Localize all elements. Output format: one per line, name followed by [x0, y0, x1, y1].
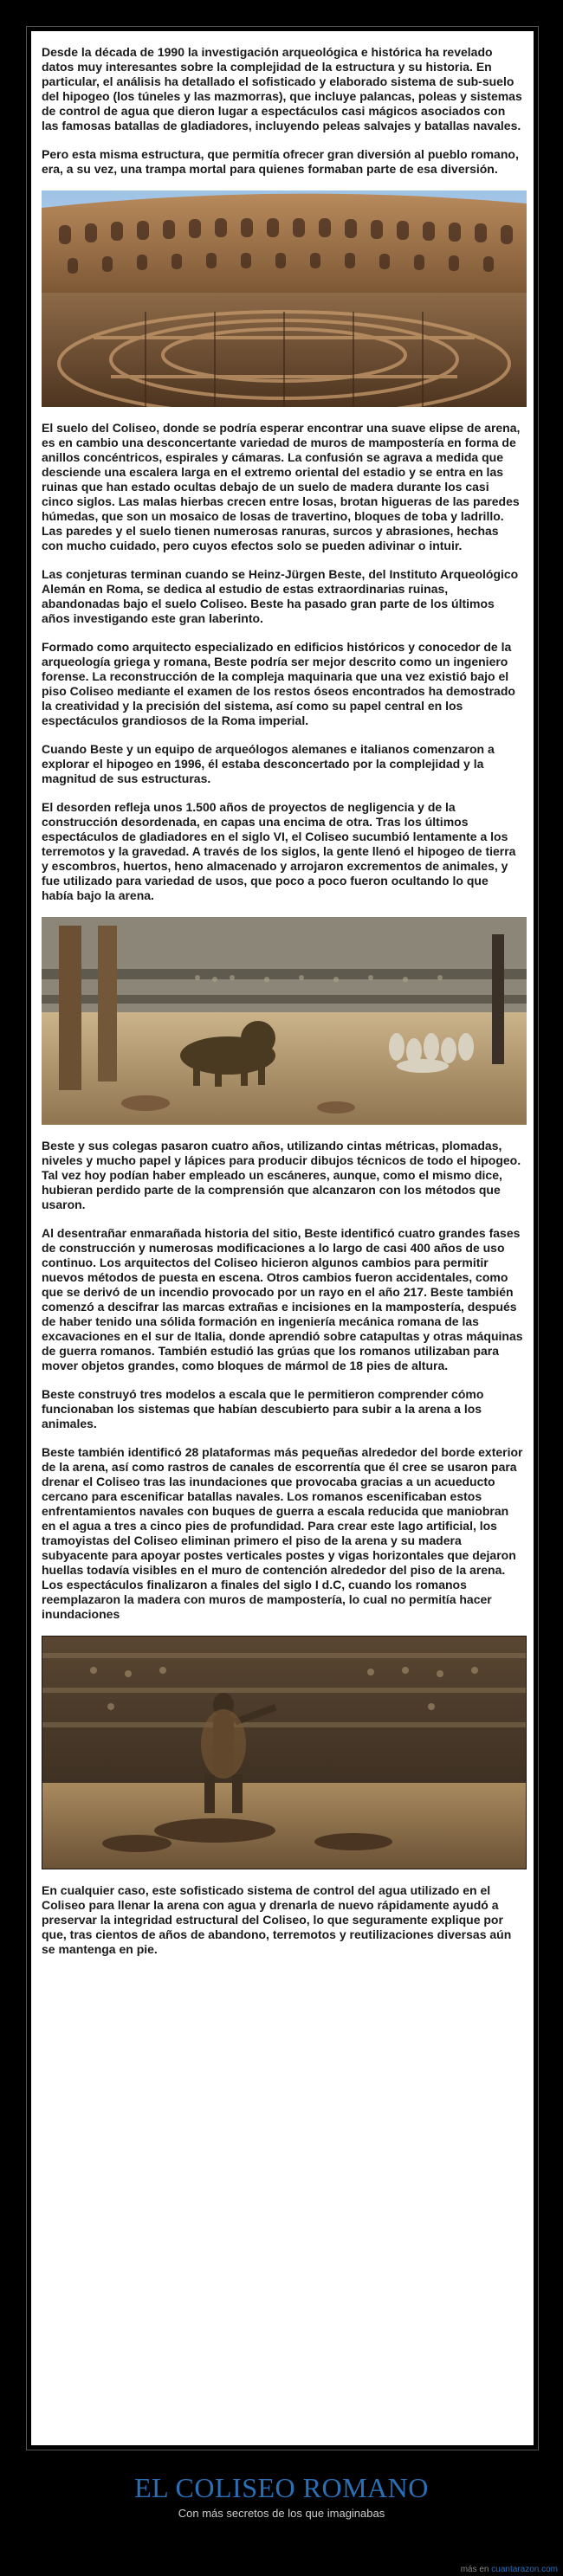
- paragraph: Beste también identificó 28 plataformas más pequeñas alrededor del borde exterior de la arena, así como rastros de canales de escorrentía que él cree se usaron para drenar el Coliseo tras las inundaciones que provocaba gracias a un acueducto cercano para escenificar batallas navales. Los romanos escenificaban estos enfrentamientos navales con buques de guerra a escala reducida que maniobran en el agua a tres a cinco pies de profundidad. Para crear este lago artificial, los tramoyistas del Coliseo eliminan primero el piso de la arena y su madera subyacente para apoyar postes verticales postes y vigas horizontales que dejaron huellas todavía visibles en el muro de contención alrededor del piso de la arena. Los espectáculos finalizaron a finales del siglo I d.C, cuando los romanos reemplazaron la madera con muros de mampostería, lo cual no permitía hacer inundaciones: [42, 1445, 523, 1621]
- paragraph: Beste y sus colegas pasaron cuatro años, utilizando cintas métricas, plomadas, niveles y mucho papel y lápices para producir dibujos técnicos de todo el hipogeo. Tal vez hoy podían haber empleado un escáneres, aunque, como el mismo dice, hubieran perdido parte de la comprensión que alcanzaron con los métodos que usaron.: [42, 1139, 521, 1211]
- lion-arena-painting: [42, 917, 527, 1125]
- paragraph: Las conjeturas terminan cuando se Heinz-Jürgen Beste, del Instituto Arqueológico Alemán en Roma, se dedica al estudio de estas extraordinarias ruinas, abandonadas bajo el suelo Coliseo. Beste ha pasado gran parte de los últimos años investigando este gran laberinto.: [42, 567, 519, 625]
- footer-prefix: más en: [460, 2565, 489, 2574]
- paragraph: En cualquier caso, este sofisticado sistema de control del agua utilizado en el Coliseo para llenar la arena con agua y drenarla de nuevo rápidamente ayudó a preservar la integridad estructural del Coliseo, lo que seguramente explique por que, tras cientos de años de abandono, terremotos y reutilizaciones diversas aún se mantenga en pie.: [42, 1883, 512, 1956]
- footer-credit: [461, 2565, 558, 2574]
- paragraph: El suelo del Coliseo, donde se podría esperar encontrar una suave elipse de arena, es en cambio una desconcertante variedad de muros de mampostería en forma de anillos concéntricos, espirales y cámaras. La confusión se agrava a medida que desciende una escalera larga en el extremo oriental del estadio y se entra en las ruinas que han estado ocultas debajo de un suelo de madera durante los casi cinco siglos. Las malas hierbas crecen entre losas, brotan higueras de las paredes húmedas, que son un mosaico de losas de travertino, bloques de toba y ladrillo. Las paredes y el suelo tienen numerosas ranuras, surcos y abrasiones, hechas con mucho cuidado, pero cuyos efectos solo se pueden adivinar o intuir.: [42, 421, 521, 552]
- paragraph: El desorden refleja unos 1.500 años de proyectos de negligencia y de la construcción desordenada, en capas una encima de otra. Tras los últimos espectáculos de gladiadores en el siglo VI, el Coliseo sucumbió lentamente a los terremotos y la gravedad. A través de los siglos, la gente llenó el hipogeo de tierra y escombros, huertos, heno almacenado y arrojaron excrementos de animales, y fue utilizado para variedad de usos, que poco a poco fueron ocultando lo que había bajo la arena.: [42, 800, 516, 902]
- paragraph: Cuando Beste y un equipo de arqueólogos alemanes e italianos comenzaron a explorar el hipogeo en 1996, él estaba desconcertado por la complejidad y la magnitud de sus estructuras.: [42, 742, 495, 785]
- paragraph: Formado como arquitecto especializado en edificios históricos y conocedor de la arqueología griega y romana, Beste podría ser mejor descrito como un ingeniero forense. La reconstrucción de la compleja maquinaria que una vez existió bajo el piso Coliseo mediante el examen de los restos óseos encontrados ha demostrado la creatividad y la precisión del sistema, así como su papel central en los espectáculos grandiosos de la Roma imperial.: [42, 640, 515, 727]
- poster-title: EL COLISEO ROMANO: [134, 2472, 429, 2503]
- poster-content: [31, 31, 534, 2445]
- paragraph: Desde la década de 1990 la investigación arqueológica e histórica ha revelado datos muy interesantes sobre la complejidad de la estructura y su historia. En particular, el análisis ha detallado el sofisticado y elaborado sistema de sub-suelo del hipogeo (los túneles y las mazmorras), que incluye palancas, poleas y sistemas de control de agua que dieron lugar a espectáculos casi mágicos asociados con las famosas batallas de gladiadores, incluyendo peleas salvajes y batallas navales.: [42, 45, 522, 132]
- poster-subtitle: Con más secretos de los que imaginabas: [178, 2507, 385, 2520]
- paragraph: Al desentrañar enmarañada historia del sitio, Beste identificó cuatro grandes fases de construcción y numerosas modificaciones a lo largo de casi 400 años de uso continuo. Los arquitectos del Coliseo hicieron algunos cambios para permitir nuevos métodos de puesta en escena. Otros cambios fueron accidentales, como que se derivó de un incendio provocado por un rayo en el año 217. Beste también comenzó a descifrar las marcas extrañas e incisiones en la mampostería, después de haber tenido una sólida formación en ingeniería mecánica romana de las excavaciones en el sur de Italia, donde aprendió sobre catapultas y otras máquinas de guerra romanos. También estudió las grúas que los romanos utilizaban para mover objetos grandes, como bloques de mármol de 18 pies de altura.: [42, 1226, 523, 1372]
- footer-link[interactable]: cuantarazon.com: [491, 2565, 558, 2574]
- gladiator-painting: [42, 1636, 527, 1869]
- paragraph: Pero esta misma estructura, que permitía ofrecer gran diversión al pueblo romano, era, a su vez, una trampa mortal para quienes formaban parte de esa diversión.: [42, 147, 519, 176]
- paragraph: Beste construyó tres modelos a escala que le permitieron comprender cómo funcionaban los sistemas que habían descubierto para subir a la arena a los animales.: [42, 1387, 484, 1430]
- colosseum-interior-photo: [42, 190, 527, 407]
- poster-frame: [26, 26, 539, 2450]
